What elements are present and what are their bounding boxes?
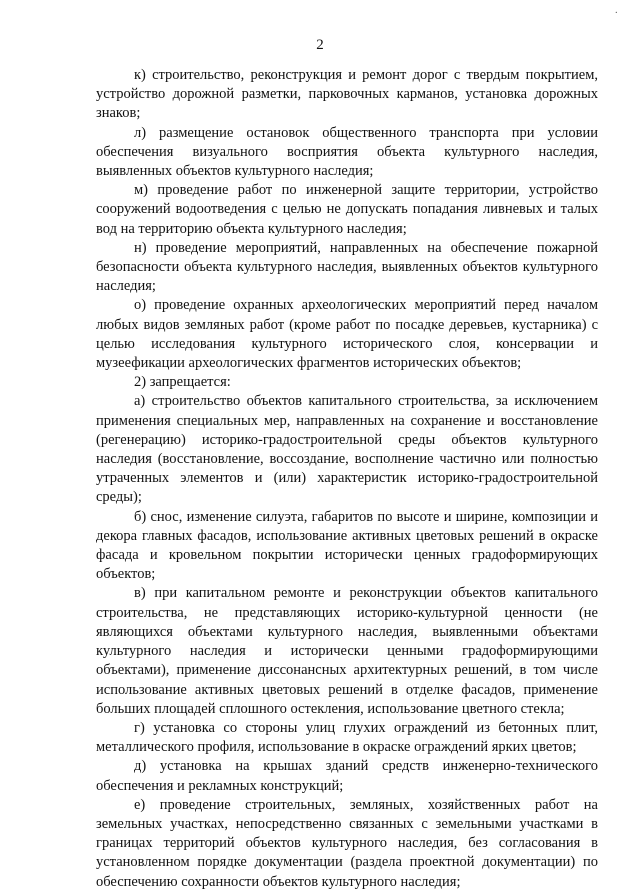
paragraph-m: м) проведение работ по инженерной защите территории, устройство сооружений водоотведения с целью не допускать попадания ливневых и талых вод на территорию объекта культурного наследия; xyxy=(96,182,598,237)
paragraph-a: а) строительство объектов капитального строительства, за исключением применения специальных мер, направленных на сохранение и восстановление (регенерацию) историко-градостроительной среды объектов культурного наследия (восстановление, воссоздание, восполнение частично или полностью утраченных элементов и (или) характеристик историко-градостроительной среды); xyxy=(96,393,598,506)
paragraph-k: к) строительство, реконструкция и ремонт дорог с твердым покрытием, устройство дорожной разметки, парковочных карманов, установка дорожных знаков; xyxy=(96,67,598,122)
document-body xyxy=(96,66,598,892)
paragraph-b: б) снос, изменение силуэта, габаритов по высоте и ширине, композиции и декора главных фасадов, использование активных цветовых решений в окраске фасада и кровельном покрытии исторически ценных градоформирующих объектов; xyxy=(96,508,598,583)
paragraph-d: д) установка на крышах зданий средств инженерно-технического обеспечения и рекламных конструкций; xyxy=(96,758,598,794)
scan-speck: · xyxy=(614,8,618,19)
paragraph-e: е) проведение строительных, земляных, хозяйственных работ на земельных участках, непосредственно связанных с земельными участками в границах территорий объектов культурного наследия, без согласования в установленном порядке документации (раздела проектной документации) по обеспечению сохранности объектов культурного наследия; xyxy=(96,796,598,890)
section-heading-prohibited: 2) запрещается: xyxy=(134,374,231,391)
paragraph-o: о) проведение охранных археологических мероприятий перед началом любых видов земляных работ (кроме работ по посадке деревьев, кустарника) с целью исследования культурного исторического слоя, консервации и музеефикации археологических фрагментов исторических объектов; xyxy=(96,297,598,372)
paragraph-l: л) размещение остановок общественного транспорта при условии обеспечения визуального восприятия объекта культурного наследия, выявленных объектов культурного наследия; xyxy=(96,124,598,180)
paragraph-n: н) проведение мероприятий, направленных на обеспечение пожарной безопасности объекта культурного наследия, выявленных объектов культурного наследия; xyxy=(96,239,598,295)
page-number: 2 xyxy=(316,37,324,53)
paragraph-g: г) установка со стороны улиц глухих ограждений из бетонных плит, металлического профиля, использование в окраске ограждений ярких цветов; xyxy=(96,719,598,756)
paragraph-v: в) при капитальном ремонте и реконструкции объектов капитального строительства, не представляющих историко-культурной ценности (не являющихся объектами культурного наследия, выявленными объектами культурного наследия и исторически ценными градоформирующими объектами), применение диссонансных архитектурных решений, в том числе использование активных цветовых решений в отделке фасадов, применение больших площадей сплошного остекления, использование цветного стекла; xyxy=(96,585,598,717)
